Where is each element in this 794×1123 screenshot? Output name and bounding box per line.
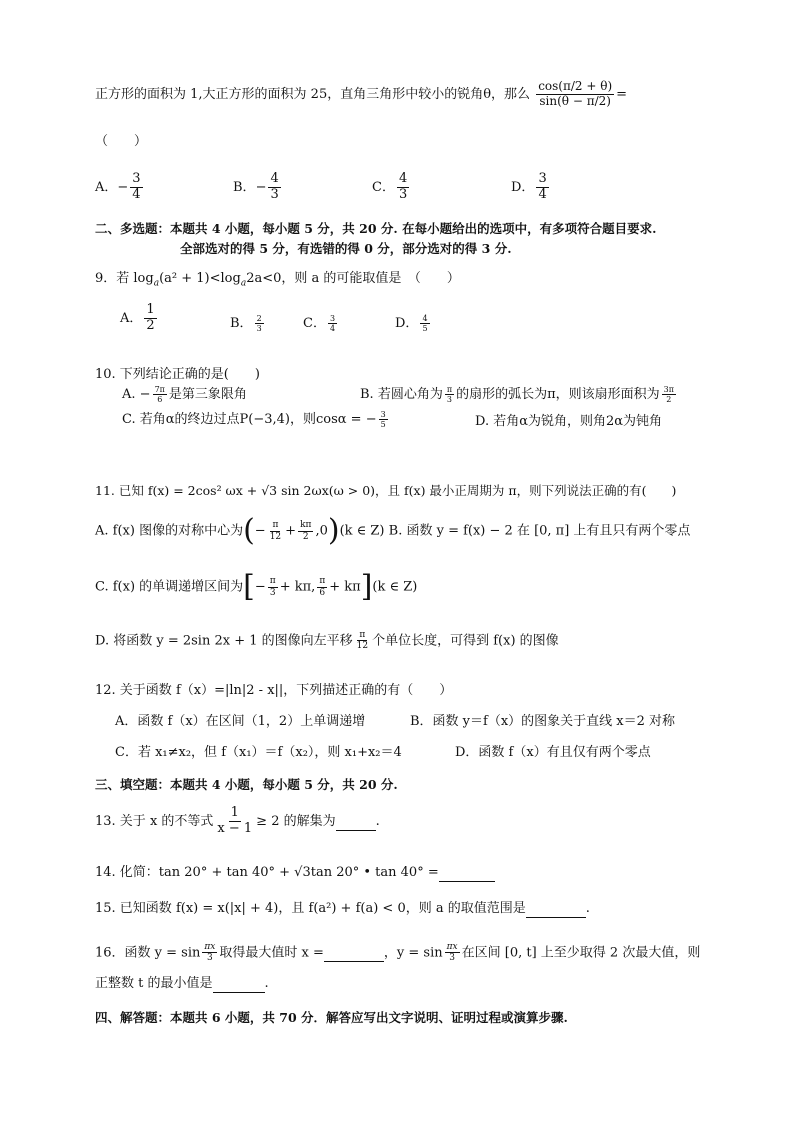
q9-stem: 9．若 log: [95, 271, 154, 286]
q9-stem-line: 9．若 $\log_a(a^2 + 1)<\log_a2a<0$，则 a 的可能取值是 （ ）: [95, 271, 460, 289]
q16-num: πx: [446, 942, 458, 952]
option-label: D．: [511, 179, 535, 195]
q12-stem: 12. 关于函数 f（x）=|ln|2 - x||，下列描述正确的有（ ）: [95, 683, 453, 698]
q8-option-d: [511, 172, 551, 203]
option-text: 是第三象限角: [168, 387, 247, 403]
q15-line: 15. 已知函数 f(x) = x(|x| + 4)，且 f(a²) + f(a) < 0，则 a 的取值范围是 .: [95, 901, 590, 916]
option-num: 3: [132, 171, 141, 186]
option-label: A.: [122, 387, 136, 403]
option-sign: −: [117, 179, 129, 195]
q8-stem-line: [95, 80, 627, 109]
q9-option-a: [120, 303, 159, 334]
option-text: (k ∈ Z) B. 函数 y = f(x) − 2 在 [0, π] 上有且只有两个零点: [339, 523, 691, 539]
option-den: 2: [146, 317, 155, 333]
option-den: 5: [380, 420, 386, 430]
option-text: 的扇形的弧长为π，则该扇形面积为: [456, 387, 660, 403]
q16-post: 在区间 [0, t] 上至少取得 2 次最大值，则: [461, 945, 701, 961]
option-den: 6: [157, 395, 163, 405]
section4-heading: 四、解答题：本题共 6 小题，共 70 分．解答应写出文字说明、证明过程或演算步骤.: [95, 1010, 568, 1025]
option-den: 2: [666, 395, 672, 405]
q13-num: 1: [230, 805, 239, 820]
q16-line1: [95, 942, 700, 964]
q8-option-a: [95, 172, 145, 203]
option-text: D. 将函数 y = 2sin 2x + 1 的图像向左平移: [95, 633, 353, 649]
q8-option-c: [372, 172, 411, 203]
q16-line2: 正整数 t 的最小值是 .: [95, 976, 269, 991]
option-num: 1: [146, 302, 155, 317]
q8-fraction: [536, 80, 614, 109]
q16-line2-text: 正整数 t 的最小值是: [95, 976, 213, 991]
q10-option-d: D. 若角α为锐角，则角2α为钝角: [475, 414, 663, 429]
option-den: 3: [256, 324, 262, 334]
q12-option-d: D．函数 f（x）有且仅有两个零点: [455, 745, 651, 760]
option-den: 3: [446, 395, 452, 405]
q9-option-c: [303, 314, 339, 333]
q16-den: 3: [207, 953, 213, 964]
q13-den: x − 1: [217, 820, 253, 836]
q16-mid2: ，y = sin: [383, 945, 443, 961]
option-label: C．: [303, 316, 326, 332]
option-num: π: [446, 385, 453, 394]
option-den: 3: [398, 186, 408, 202]
option-num: 7π: [154, 385, 165, 394]
answer-blank: [526, 901, 586, 918]
q9-stem-b: 2a<0，则 a 的可能取值是 （ ）: [246, 271, 460, 286]
option-num: 3: [538, 171, 547, 186]
q13-pre: 13. 关于 x 的不等式: [95, 813, 214, 829]
q8-paren: （ ）: [95, 134, 148, 149]
option-label: A．: [95, 179, 118, 195]
option-num: 4: [270, 171, 279, 186]
q16-num: πx: [204, 942, 216, 952]
option-text: C. 若角α的终边过点P(−3,4)，则cosα = −: [122, 412, 377, 428]
q11-option-d: [95, 630, 559, 652]
q9-stem-a: (a² + 1)<log: [159, 271, 241, 286]
option-den: 5: [422, 324, 428, 334]
option-label: B．: [230, 316, 253, 332]
section2-line2: 全部选对的得 5 分，有选错的得 0 分，部分选对的得 3 分.: [180, 241, 512, 256]
q8-frac-num: cos(π/2 + θ): [538, 79, 613, 93]
option-sign: −: [255, 179, 267, 195]
q11-option-c: C. f(x) 的单调递增区间为[− $\frac{\pi}{3}$ + kπ, $\frac{\pi}{6}$ + kπ](k ∈ Z): [95, 569, 418, 604]
q16-den: 3: [449, 953, 455, 964]
option-num: π: [359, 630, 366, 640]
q16-pre: 16．函数 y = sin: [95, 945, 201, 961]
option-num: 4: [398, 171, 408, 186]
option-text: (k ∈ Z): [372, 579, 418, 595]
q14-line: [95, 865, 495, 882]
option-label: D．: [395, 316, 419, 332]
option-text: B. 若圆心角为: [360, 387, 443, 403]
option-num: 4: [422, 314, 428, 323]
section2-line1: 二、多选题：本题共 4 小题，每小题 5 分，共 20 分. 在每小题给出的选项中，有多项符合题目要求.: [95, 221, 657, 236]
q10-option-c: [122, 410, 390, 429]
option-den: 4: [538, 186, 547, 202]
q10-option-a: A. − $\frac{7\pi}{6}$ 是第三象限角: [122, 385, 247, 405]
q8-option-b: [233, 172, 283, 203]
q12-option-b: B．函数 y＝f（x）的图象关于直线 x＝2 对称: [410, 714, 676, 729]
q8-eq: =: [616, 86, 628, 102]
section3-heading: 三、填空题：本题共 4 小题，每小题 5 分，共 20 分.: [95, 777, 398, 792]
q13-post: ≥ 2 的解集为: [256, 813, 336, 829]
q13-line: 13. 关于 x 的不等式 $\frac{1}{x - 1}$ ≥ 2 的解集为 .: [95, 805, 380, 836]
option-text: C. f(x) 的单调递增区间为: [95, 579, 244, 595]
option-text: 个单位长度，可得到 f(x) 的图像: [372, 633, 559, 649]
q14-text: 14. 化简：tan 20° + tan 40° + √3tan 20° • tan 40° =: [95, 865, 439, 880]
answer-blank: [439, 865, 495, 882]
option-label: C．: [372, 179, 395, 195]
answer-blank: [336, 814, 376, 831]
q8-frac-den: sin(θ − π/2): [539, 93, 611, 108]
q10-option-b: [360, 385, 678, 404]
option-text: A. f(x) 图像的对称中心为: [95, 523, 244, 539]
q10-stem: 10. 下列结论正确的是( ): [95, 367, 260, 382]
q16-mid: 取得最大值时 x =: [219, 945, 324, 961]
option-den: 4: [132, 186, 141, 202]
answer-blank: [213, 976, 265, 993]
q11-stem: 11. 已知 f(x) = 2cos² ωx + √3 sin 2ωx(ω > 0)，且 f(x) 最小正周期为 π，则下列说法正确的有( ): [95, 483, 677, 498]
option-num: 2: [256, 314, 262, 323]
q11-option-a: A. f(x) 图像的对称中心为(− $\frac{\pi}{12}$ + $\frac{k\pi}{2}$ ,0)(k ∈ Z) B. 函数 y = f(x) − 2 在 [0, π] 上有且只有两个零点: [95, 513, 691, 548]
option-num: 3π: [663, 385, 674, 394]
option-num: 3: [380, 410, 386, 419]
answer-blank: [324, 945, 384, 962]
option-num: 3: [329, 314, 336, 323]
q9-option-d: [395, 314, 432, 333]
option-den: 3: [270, 186, 279, 202]
option-den: 12: [356, 641, 369, 652]
option-label: B．: [233, 179, 256, 195]
q12-option-c: C．若 x₁≠x₂，但 f（x₁）＝f（x₂），则 x₁+x₂＝4: [115, 745, 402, 760]
q12-option-a: A．函数 f（x）在区间（1，2）上单调递增: [115, 714, 366, 729]
q8-stem: 正方形的面积为 1,大正方形的面积为 25，直角三角形中较小的锐角θ，那么: [95, 86, 531, 102]
q9-option-b: [230, 314, 266, 333]
option-label: A．: [120, 310, 143, 326]
q15-text: 15. 已知函数 f(x) = x(|x| + 4)，且 f(a²) + f(a) < 0，则 a 的取值范围是: [95, 901, 526, 916]
option-den: 4: [329, 324, 336, 334]
